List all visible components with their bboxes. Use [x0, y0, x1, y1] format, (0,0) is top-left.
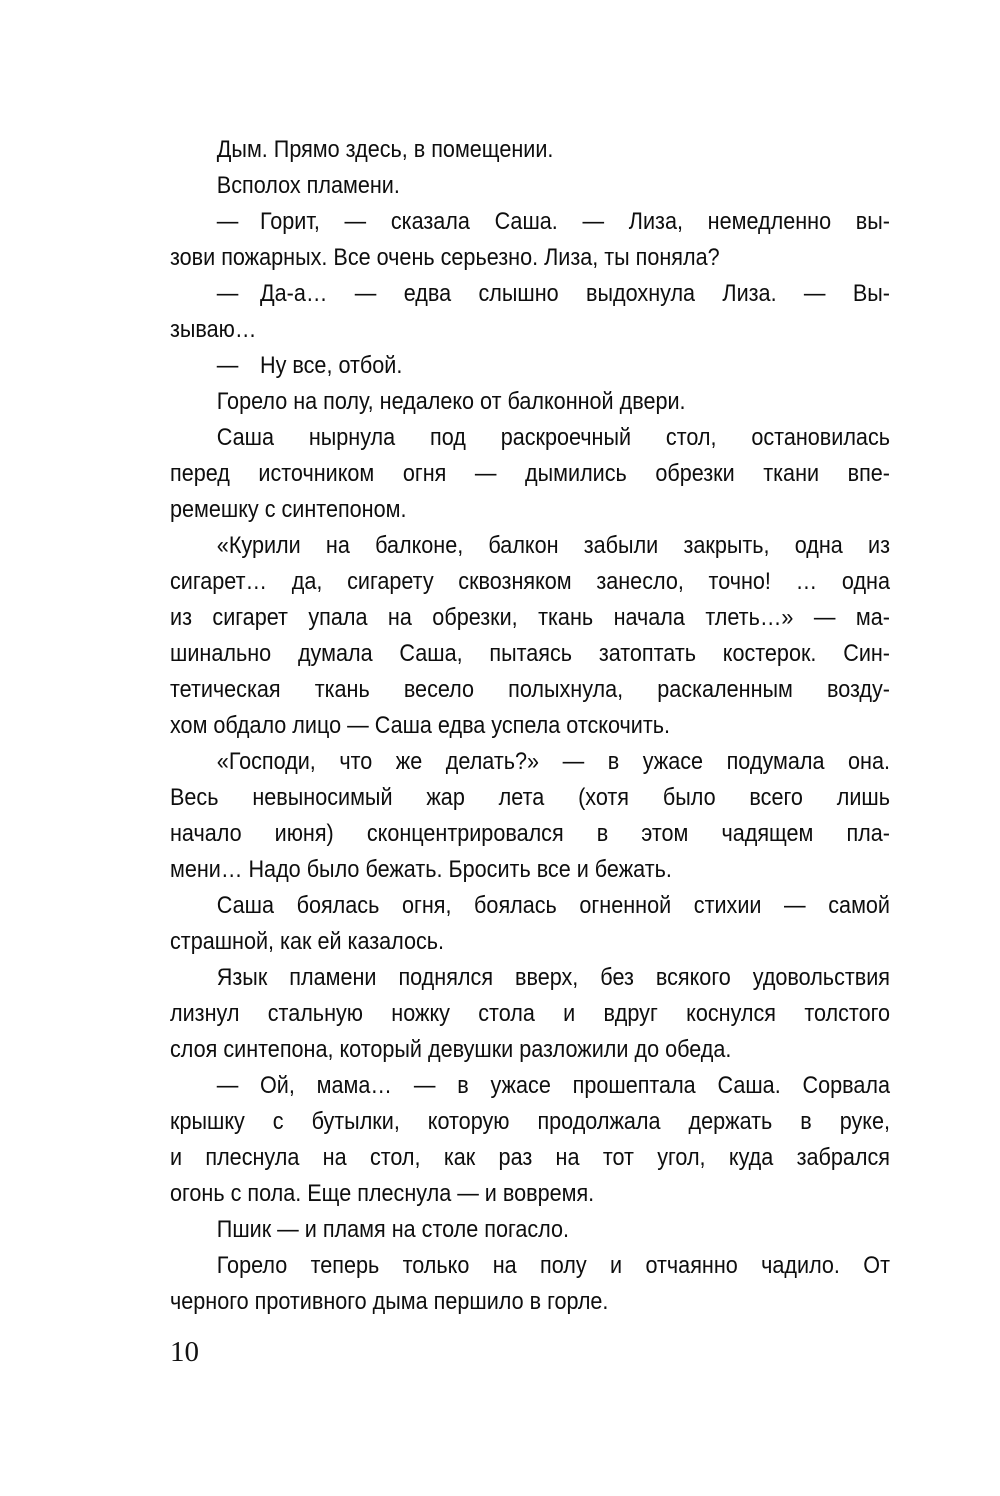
text-line: перед источником огня — дымились обрезки ткани впе-	[170, 460, 890, 487]
text-line: крышку с бутылки, которую продолжала держать в руке,	[170, 1108, 890, 1135]
text-line: Всполох пламени.	[216, 172, 400, 199]
text-line: Язык пламени поднялся вверх, без всякого удовольствия	[216, 964, 891, 991]
text-line: страшной, как ей казалось.	[170, 928, 445, 955]
text-line: мени… Надо было бежать. Бросить все и бежать.	[170, 856, 672, 883]
text-line: сигарет… да, сигарету сквозняком занесло, точно! … одна	[170, 568, 890, 595]
text-line: зови пожарных. Все очень серьезно. Лиза, ты поняла?	[170, 244, 720, 271]
text-line: из сигарет упала на обрезки, ткань начала тлеть…» — ма-	[170, 604, 890, 631]
text-line: «Господи, что же делать?» — в ужасе подумала она.	[216, 748, 891, 775]
text-line: зываю…	[170, 316, 257, 343]
text-line: черного противного дыма першило в горле.	[170, 1288, 609, 1315]
text-line: Весь невыносимый жар лета (хотя было всего лишь	[170, 784, 890, 811]
text-line: — Да-а… — едва слышно выдохнула Лиза. — Вы-	[216, 280, 891, 307]
text-line: Пшик — и пламя на столе погасло.	[216, 1216, 570, 1243]
text-line: шинально думала Саша, пытаясь затоптать костерок. Син-	[170, 640, 890, 667]
text-line: начало июня) сконцентрировался в этом чадящем пла-	[170, 820, 890, 847]
text-line: лизнул стальную ножку стола и вдруг коснулся толстого	[170, 1000, 890, 1027]
text-line: и плеснула на стол, как раз на тот угол, куда забрался	[170, 1144, 890, 1171]
page-number: 10	[170, 1336, 199, 1368]
body-text	[170, 132, 970, 1320]
text-line: Горело на полу, недалеко от балконной двери.	[216, 388, 686, 415]
text-line: «Курили на балконе, балкон забыли закрыть, одна из	[216, 532, 891, 559]
text-line: Горело теперь только на полу и отчаянно чадило. От	[216, 1252, 891, 1279]
text-line: ремешку с синтепоном.	[170, 496, 407, 523]
text-line: огонь с пола. Еще плеснула — и вовремя.	[170, 1180, 595, 1207]
text-line: тетическая ткань весело полыхнула, раскаленным возду-	[170, 676, 890, 703]
text-line: — Ну все, отбой.	[216, 352, 403, 379]
text-line: — Ой, мама… — в ужасе прошептала Саша. Сорвала	[216, 1072, 891, 1099]
text-line: — Горит, — сказала Саша. — Лиза, немедленно вы-	[216, 208, 891, 235]
text-line: слоя синтепона, который девушки разложили до обеда.	[170, 1036, 732, 1063]
text-line: Дым. Прямо здесь, в помещении.	[216, 136, 554, 163]
text-line: хом обдало лицо — Саша едва успела отскочить.	[170, 712, 670, 739]
text-line: Саша боялась огня, боялась огненной стихии — самой	[216, 892, 891, 919]
text-line: Саша нырнула под раскроечный стол, остановилась	[216, 424, 891, 451]
